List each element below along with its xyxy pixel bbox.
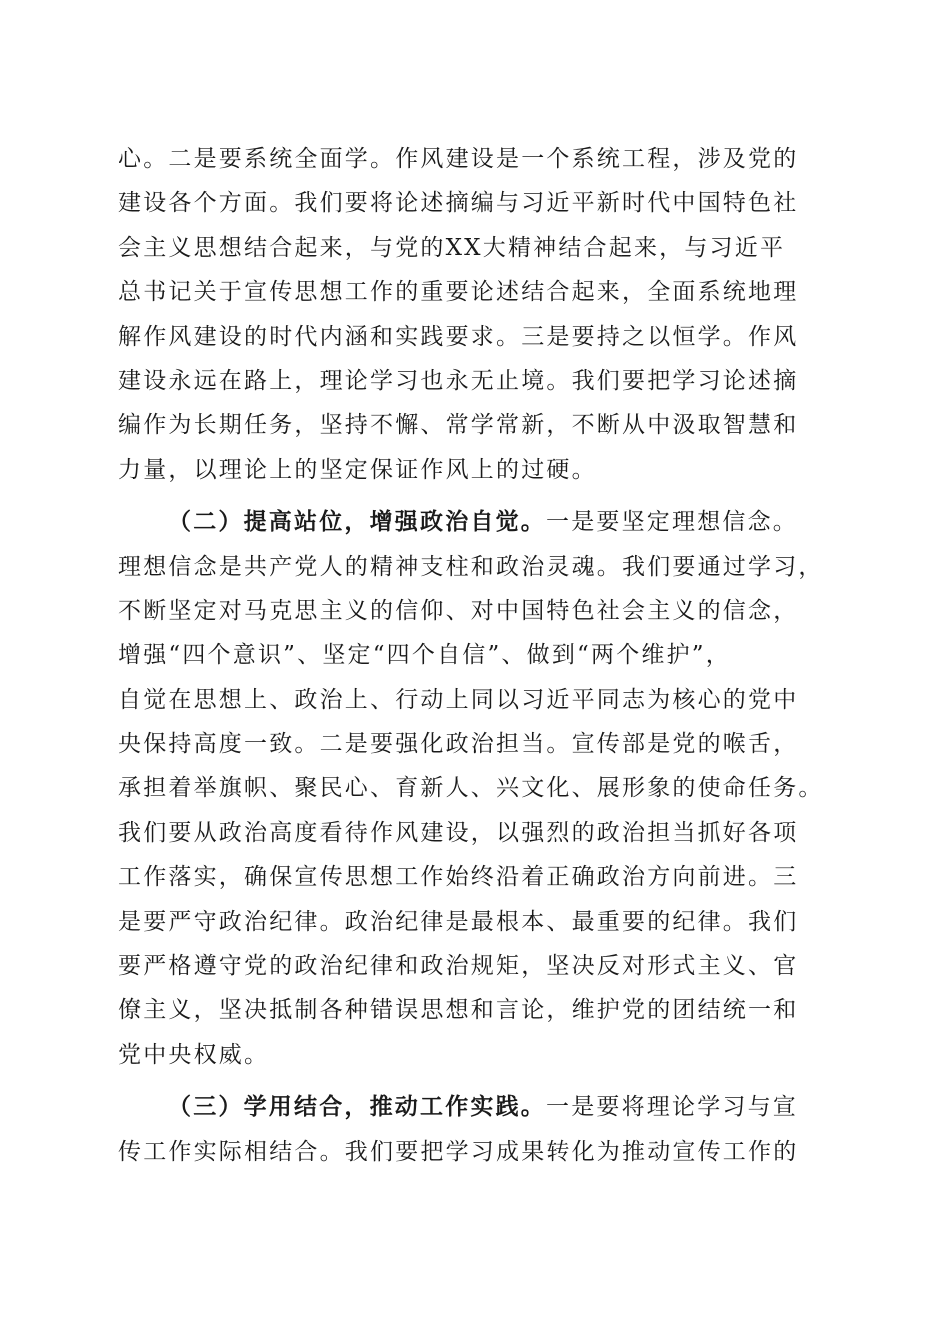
paragraph-2-first-line: [118, 500, 838, 544]
text-line: 央保持高度一致。二是要强化政治担当。宣传部是党的喉舌，: [118, 731, 799, 758]
text-run: 一是要将理论学习与宣: [546, 1094, 798, 1121]
text-line: 工作落实，确保宣传思想工作始终沿着正确政治方向前进。三: [118, 864, 799, 891]
section-heading-3: （三）学用结合，推动工作实践。: [168, 1093, 546, 1121]
paragraph-2: [118, 500, 838, 1077]
text-line: 要严格遵守党的政治纪律和政治规矩，坚决反对形式主义、官: [118, 953, 799, 980]
text-line: 力量，以理论上的坚定保证作风上的过硬。: [118, 456, 597, 483]
text-line: 不断坚定对马克思主义的信仰、对中国特色社会主义的信念，: [118, 597, 799, 624]
section-heading-2: （二）提高站位，增强政治自觉。: [168, 508, 546, 536]
paragraph-spacer: [118, 1077, 838, 1085]
text-line: 僚主义，坚决抵制各种错误思想和言论，维护党的团结统一和: [118, 997, 799, 1024]
text-line: 我们要从政治高度看待作风建设，以强烈的政治担当抓好各项: [118, 819, 799, 846]
text-line: 党中央权威。: [118, 1041, 270, 1068]
text-line: 解作风建设的时代内涵和实践要求。三是要持之以恒学。作风: [118, 323, 799, 350]
text-line: 是要严守政治纪律。政治纪律是最根本、最重要的纪律。我们: [118, 908, 799, 935]
text-line: 增强“四个意识”、坚定“四个自信”、做到“两个维护”，: [118, 642, 731, 669]
paragraph-3-first-line: [118, 1085, 838, 1129]
text-line: 心。二是要系统全面学。作风建设是一个系统工程，涉及党的: [118, 146, 799, 172]
text-line: 传工作实际相结合。我们要把学习成果转化为推动宣传工作的: [118, 1138, 799, 1165]
document-body: [118, 137, 838, 1174]
paragraph-3: [118, 1085, 838, 1174]
text-line: 总书记关于宣传思想工作的重要论述结合起来，全面系统地理: [118, 279, 799, 306]
text-line: 理想信念是共产党人的精神支柱和政治灵魂。我们要通过学习，: [118, 553, 824, 580]
text-line: 自觉在思想上、政治上、行动上同以习近平同志为核心的党中: [118, 686, 799, 713]
text-line: 建设各个方面。我们要将论述摘编与习近平新时代中国特色社: [118, 190, 799, 217]
text-run: 一是要坚定理想信念。: [546, 509, 798, 536]
text-line: 承担着举旗帜、聚民心、育新人、兴文化、展形象的使命任务。: [118, 775, 824, 802]
text-line: 会主义思想结合起来，与党的XX大精神结合起来，与习近平: [118, 234, 786, 261]
text-line: 建设永远在路上，理论学习也永无止境。我们要把学习论述摘: [118, 367, 799, 394]
paragraph-1: [118, 137, 838, 492]
paragraph-spacer: [118, 492, 838, 500]
text-line: 编作为长期任务，坚持不懈、常学常新，不断从中汲取智慧和: [118, 412, 799, 439]
